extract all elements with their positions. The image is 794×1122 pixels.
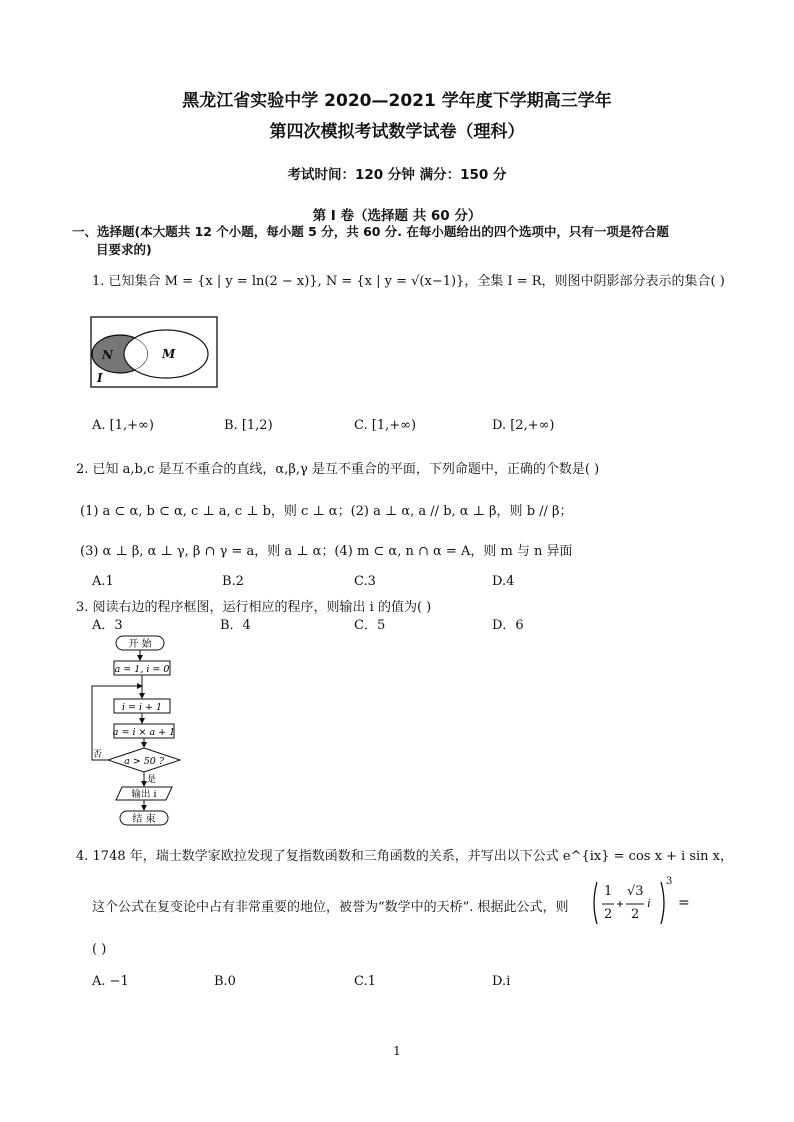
section-instructions-line2: 目要求的) xyxy=(96,242,152,257)
q2-proposition-line1: (1) a ⊂ α, b ⊂ α, c ⊥ a, c ⊥ b，则 c ⊥ α；(2) a ⊥ α, a // b, α ⊥ β，则 b // β； xyxy=(80,504,573,519)
q4-frac2-numerator: √3 xyxy=(627,884,644,899)
q1-option-b: B. [1,2) xyxy=(224,418,273,433)
q3-option-c: C．5 xyxy=(354,618,386,633)
q4-frac1-numerator: 1 xyxy=(604,884,613,899)
q3-option-d: D．6 xyxy=(492,618,524,633)
q4-equals: = xyxy=(678,895,690,911)
flow-yes-label: 是 xyxy=(147,775,157,785)
q2-option-c: C.3 xyxy=(354,574,376,589)
q2-option-a: A.1 xyxy=(92,574,114,589)
q4-option-a: A. −1 xyxy=(92,974,129,989)
q4-frac2-denominator: 2 xyxy=(631,907,640,922)
flow-decision-text: a > 50 ? xyxy=(124,756,164,767)
flow-no-label: 否 xyxy=(93,750,103,760)
q4-answer-bracket: ( ) xyxy=(92,942,107,957)
page-number: 1 xyxy=(393,1044,401,1058)
venn-label-m: M xyxy=(162,347,176,361)
q3-option-a: A．3 xyxy=(92,618,123,633)
q4-stem-line2: 这个公式在复变论中占有非常重要的地位，被誉为“数学中的天桥”. 根据此公式，则 xyxy=(92,900,569,915)
exam-info: 考试时间：120 分钟 满分：150 分 xyxy=(287,167,507,183)
flow-start-text: 开 始 xyxy=(128,639,152,650)
exam-title-line2: 第四次模拟考试数学试卷（理科） xyxy=(269,122,525,142)
q4-stem-line1: 4. 1748 年，瑞士数学家欧拉发现了复指数函数和三角函数的关系，并写出以下公式 e^{ix} = cos x + i sin x， xyxy=(76,849,734,864)
flow-end-text: 结 束 xyxy=(132,814,156,825)
part1-heading: 第 I 卷（选择题 共 60 分） xyxy=(312,208,482,224)
q4-frac1-denominator: 2 xyxy=(604,907,613,922)
q2-stem: 2. 已知 a,b,c 是互不重合的直线，α,β,γ 是互不重合的平面，下列命题中，正确的个数是( ) xyxy=(76,462,600,477)
venn-diagram xyxy=(90,316,218,388)
q1-option-a: A. [1,+∞) xyxy=(92,418,154,433)
q2-option-b: B.2 xyxy=(222,574,244,589)
flow-output-text: 输出 i xyxy=(131,789,157,800)
q4-option-c: C.1 xyxy=(354,974,376,989)
flow-increment-text: i = i + 1 xyxy=(121,702,163,713)
flow-init-text: a = 1, i = 0 xyxy=(114,664,170,675)
q1-stem: 1. 已知集合 M = {x | y = ln(2 − x)}, N = {x | y = √(x−1)}，全集 I = R，则图中阴影部分表示的集合( ) xyxy=(92,274,725,289)
q2-proposition-line2: (3) α ⊥ β, α ⊥ γ, β ∩ γ = a，则 a ⊥ α；(4) m ⊂ α, n ∩ α = A，则 m 与 n 异面 xyxy=(80,544,573,559)
flow-update-text: a = i × a + 1 xyxy=(112,727,176,738)
q4-option-d: D.i xyxy=(492,974,511,989)
program-flowchart xyxy=(88,632,198,828)
q4-exponent: 3 xyxy=(666,876,673,887)
q4-left-paren xyxy=(594,882,597,924)
q1-option-c: C. [1,+∞) xyxy=(354,418,417,433)
q3-option-b: B．4 xyxy=(220,618,251,633)
q4-option-b: B.0 xyxy=(214,974,236,989)
q4-expression xyxy=(590,876,700,930)
exam-title-line1: 黑龙江省实验中学 2020—2021 学年度下学期高三学年 xyxy=(182,91,612,111)
venn-label-n: N xyxy=(102,348,113,362)
section-instructions-line1: 一、选择题(本大题共 12 个小题，每小题 5 分，共 60 分. 在每小题给出的四个选项中，只有一项是符合题 xyxy=(72,224,669,239)
q4-imag-unit: i xyxy=(647,895,651,910)
q2-option-d: D.4 xyxy=(492,574,515,589)
venn-label-i: I xyxy=(97,371,103,385)
q4-right-paren xyxy=(661,882,664,924)
q3-stem: 3. 阅读右边的程序框图，运行相应的程序，则输出 i 的值为( ) xyxy=(76,600,432,615)
q1-option-d: D. [2,+∞) xyxy=(492,418,555,433)
